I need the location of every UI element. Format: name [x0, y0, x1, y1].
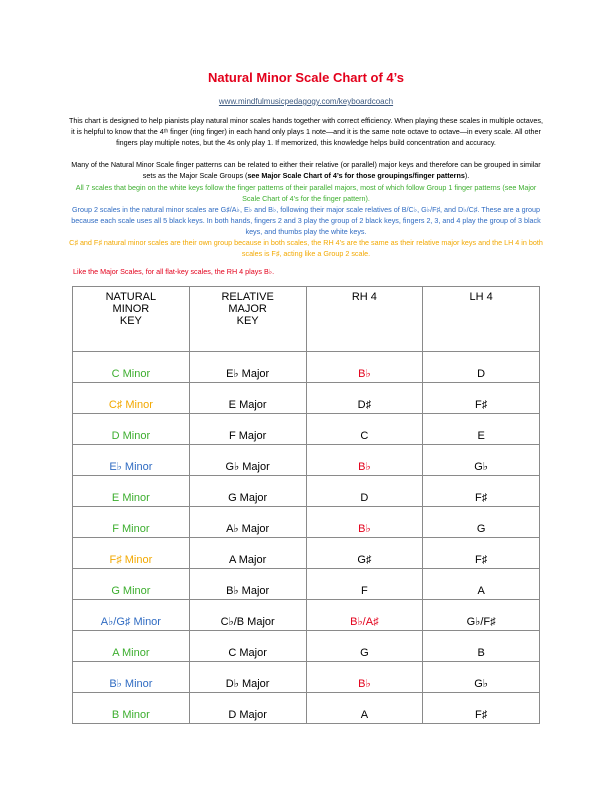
table-row	[73, 569, 540, 600]
header-line: KEY	[236, 315, 259, 327]
grouping-paragraph	[68, 159, 544, 181]
header-line: RELATIVE	[221, 291, 274, 303]
minor-key-cell: A♭/G♯ Minor	[73, 600, 190, 631]
rh4-cell: D	[306, 476, 423, 507]
major-key-cell: G Major	[189, 476, 306, 507]
major-key-cell: A Major	[189, 538, 306, 569]
major-key-cell: C♭/B Major	[189, 600, 306, 631]
header-line: NATURAL	[105, 291, 157, 303]
rh4-cell: G♯	[306, 538, 423, 569]
header-line: KEY	[119, 315, 142, 327]
rh4-cell: B♭	[306, 352, 423, 383]
table-header-row	[73, 287, 540, 352]
rh4-cell: D♯	[306, 383, 423, 414]
rh4-cell: C	[306, 414, 423, 445]
minor-key-cell: F Minor	[73, 507, 190, 538]
lh4-cell: G♭/F♯	[423, 600, 540, 631]
lh4-cell: A	[423, 569, 540, 600]
sharp-group-paragraph: C♯ and F♯ natural minor scales are their own group because in both scales, the RH 4’s are the same as their relative major keys and the LH 4 in both scales is F♯, acting like a Group 2 scale.	[69, 238, 543, 258]
major-key-cell: F Major	[189, 414, 306, 445]
minor-key-cell: E♭ Minor	[73, 445, 190, 476]
lh4-cell: F♯	[423, 383, 540, 414]
lh4-cell: F♯	[423, 693, 540, 724]
scale-table	[72, 286, 540, 724]
table-row	[73, 476, 540, 507]
rh4-cell: F	[306, 569, 423, 600]
table-row	[73, 383, 540, 414]
major-key-cell: D♭ Major	[189, 662, 306, 693]
minor-key-cell: C♯ Minor	[73, 383, 190, 414]
minor-key-cell: D Minor	[73, 414, 190, 445]
lh4-cell: G♭	[423, 662, 540, 693]
group2-paragraph: Group 2 scales in the natural minor scales are G♯/A♭, E♭ and B♭, following their major scale relatives of B/C♭, G♭/F♯, and D♭/C♯. These are a group because each scale uses all 5 black keys. In both hands, fingers 2 and 3 play the group of 2 black keys, fingers 2, 3, and 4 play the group of 3 black keys, and thumbs play the white keys.	[71, 205, 541, 236]
lh4-cell: E	[423, 414, 540, 445]
lh4-cell: G	[423, 507, 540, 538]
rh4-cell: B♭	[306, 507, 423, 538]
grouping-text: Many of the Natural Minor Scale finger patterns can be related to either their relative (or parallel) major keys and therefore can be grouped in similar sets as the Major Scale Groups (	[71, 160, 541, 180]
minor-key-cell: E Minor	[73, 476, 190, 507]
lh4-cell: F♯	[423, 476, 540, 507]
table-row	[73, 414, 540, 445]
grouping-text-end: ).	[464, 171, 470, 180]
lh4-cell: G♭	[423, 445, 540, 476]
rh4-cell: B♭	[306, 662, 423, 693]
header-line: MAJOR	[228, 303, 267, 315]
header-lh4: LH 4	[423, 287, 540, 352]
table-row	[73, 631, 540, 662]
table-row	[73, 507, 540, 538]
major-key-cell: G♭ Major	[189, 445, 306, 476]
major-key-cell: A♭ Major	[189, 507, 306, 538]
rh4-cell: B♭/A♯	[306, 600, 423, 631]
header-minor-key	[73, 287, 190, 352]
major-key-cell: D Major	[189, 693, 306, 724]
header-line: MINOR	[112, 303, 150, 315]
table-row	[73, 538, 540, 569]
table-row	[73, 445, 540, 476]
table-row	[73, 600, 540, 631]
header-major-key	[189, 287, 306, 352]
table-row	[73, 662, 540, 693]
major-key-cell: C Major	[189, 631, 306, 662]
flat-key-note: Like the Major Scales, for all flat-key scales, the RH 4 plays B♭.	[73, 267, 275, 276]
lh4-cell: D	[423, 352, 540, 383]
major-key-cell: E Major	[189, 383, 306, 414]
table-row	[73, 693, 540, 724]
minor-key-cell: B Minor	[73, 693, 190, 724]
header-rh4: RH 4	[306, 287, 423, 352]
intro-paragraph: This chart is designed to help pianists play natural minor scales hands together with correct efficiency. When playing these scales in multiple octaves, it is helpful to know that the 4ᵗʰ finger (ring finger) in each hand only plays 1 note—and it is the same note octave to octave—in every scale. All other fingers play multiple notes, but the 4s only play 1. If memorized, this knowledge helps build concentration and accuracy.	[69, 116, 543, 147]
white-key-paragraph: All 7 scales that begin on the white keys follow the finger patterns of their parallel majors, most of which follow Group 1 finger patterns (see Major Scale Chart of 4’s for the finger pattern).	[75, 183, 537, 203]
website-link[interactable]: www.mindfulmusicpedagogy.com/keyboardcoach	[218, 97, 394, 106]
minor-key-cell: A Minor	[73, 631, 190, 662]
major-key-cell: B♭ Major	[189, 569, 306, 600]
minor-key-cell: C Minor	[73, 352, 190, 383]
major-key-cell: E♭ Major	[189, 352, 306, 383]
rh4-cell: B♭	[306, 445, 423, 476]
minor-key-cell: F♯ Minor	[73, 538, 190, 569]
lh4-cell: B	[423, 631, 540, 662]
table-row	[73, 352, 540, 383]
minor-key-cell: G Minor	[73, 569, 190, 600]
page-title: Natural Minor Scale Chart of 4’s	[207, 70, 404, 85]
lh4-cell: F♯	[423, 538, 540, 569]
rh4-cell: A	[306, 693, 423, 724]
grouping-reference: see Major Scale Chart of 4’s for those groupings/finger patterns	[247, 171, 465, 180]
rh4-cell: G	[306, 631, 423, 662]
minor-key-cell: B♭ Minor	[73, 662, 190, 693]
